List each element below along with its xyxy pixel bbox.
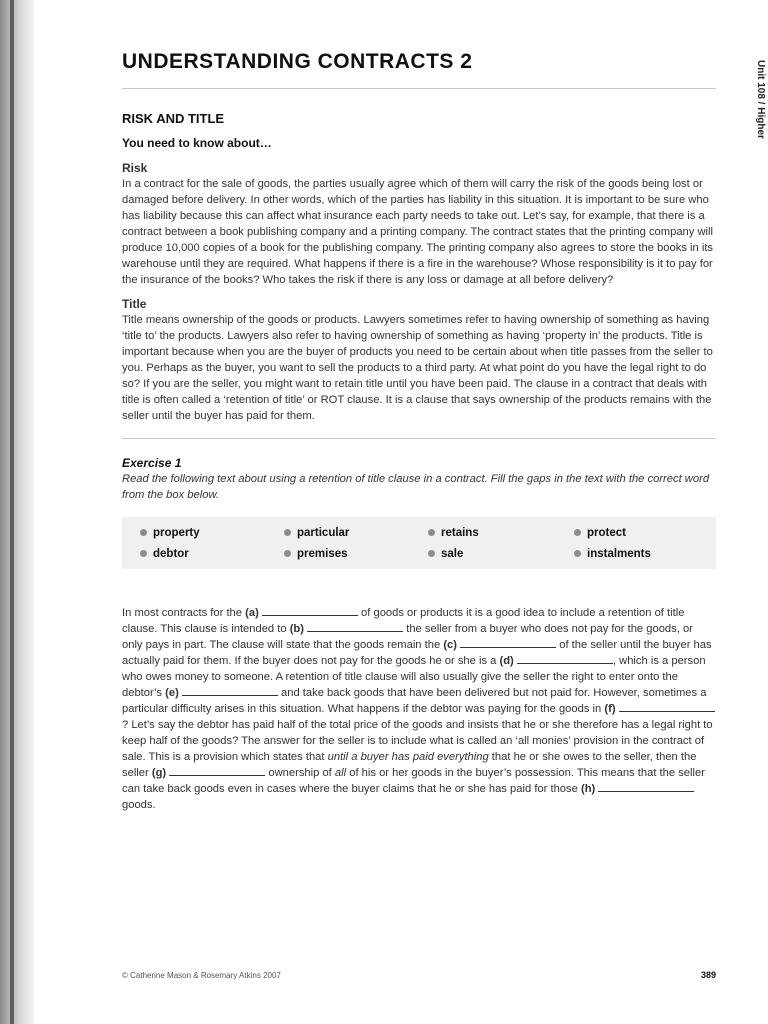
answer-blank[interactable] (307, 621, 403, 632)
bullet-icon (140, 550, 147, 557)
bullet-icon (428, 529, 435, 536)
page-content (122, 50, 716, 813)
answer-blank[interactable] (619, 701, 715, 712)
word-item: protect (574, 527, 626, 539)
word-item: instalments (574, 548, 651, 560)
bullet-icon (284, 529, 291, 536)
word-item: debtor (140, 548, 189, 560)
unit-side-label: Unit 108 / Higher (755, 60, 766, 139)
word-item: premises (284, 548, 348, 560)
gap-label: (a) (245, 607, 259, 619)
gap-label: (g) (151, 767, 167, 779)
page-title: UNDERSTANDING CONTRACTS 2 (122, 50, 716, 89)
bullet-icon (284, 550, 291, 557)
answer-blank[interactable] (262, 605, 358, 616)
word-item: particular (284, 527, 349, 539)
bullet-icon (574, 529, 581, 536)
answer-blank[interactable] (517, 653, 613, 664)
answer-blank[interactable] (169, 765, 265, 776)
bullet-icon (574, 550, 581, 557)
gap-label: (h) (580, 783, 596, 795)
word-item: retains (428, 527, 479, 539)
gap-label: (e) (165, 687, 179, 699)
copyright-footer: © Catherine Mason & Rosemary Atkins 2007 (122, 971, 281, 980)
page-number: 389 (700, 970, 716, 980)
risk-paragraph: In a contract for the sale of goods, the parties usually agree which of them will carry the risk of the goods being lost or damaged before delivery. In other words, which of the parties has liability in this situation. It is important to be sure who has liability because this can affect what insurance each party needs to take out. Let’s say, for example, that there is a contract between a book publishing company and a printing company. The contract states that the printing company will produce 10,000 copies of a book for the publishing company. The printing company also agrees to store the books in its warehouse until they are required. What happens if there is a fire in the warehouse? Whose responsibility is it to pay for the insurance of the books? Who takes the risk if there is any loss or damage at all before delivery? (122, 178, 714, 286)
emphasis-text: until a buyer has paid everything (327, 751, 489, 763)
word-item: sale (428, 548, 463, 560)
answer-blank[interactable] (598, 781, 694, 792)
answer-blank[interactable] (460, 637, 556, 648)
need-to-know-heading: You need to know about… (122, 136, 272, 150)
word-item: property (140, 527, 200, 539)
emphasis-text: all (334, 767, 347, 779)
bullet-icon (428, 550, 435, 557)
word-box (122, 517, 716, 569)
divider (122, 438, 716, 439)
title-paragraph: Title means ownership of the goods or products. Lawyers sometimes refer to having ownership of something as having ‘title to’ the products. Lawyers also refer to having ownership of something as having ‘property in’ the products. Title is important because when you are the buyer of products you need to be certain about when title passes from the seller to you. Perhaps as the buyer, you want to sell the products to a third party. At what point do you have the legal right to do so? If you are the seller, you might want to retain title until you have been paid. The clause in a contract that deals with title is often called a ‘retention of title’ or ROT clause. It is a clause that says ownership of the products remains with the seller until the buyer has paid for them. (122, 314, 713, 422)
gap-label: (b) (289, 623, 304, 635)
gap-label: (f) (604, 703, 616, 715)
gap-label: (d) (499, 655, 514, 667)
bullet-icon (140, 529, 147, 536)
exercise-title: Exercise 1 (122, 456, 182, 470)
exercise-instructions: Read the following text about using a retention of title clause in a contract. Fill the gaps in the text with the correct word from the box below. (122, 473, 710, 501)
risk-heading: Risk (122, 161, 148, 175)
answer-blank[interactable] (182, 685, 278, 696)
spine-edge (10, 0, 14, 1024)
gap-label: (c) (443, 639, 457, 651)
gap-fill-paragraph: In most contracts for the (a) of goods or products it is a good idea to include a retention of title clause. This clause is intended to (b) the seller from a buyer who does not pay for the goods, or only pays in part. The clause will state that the goods remain the (c) of the seller until the buyer has actually paid for them. If the buyer does not pay for the goods he or she is a (d) , which is a person who owes money to someone. A retention of title clause will also usually give the seller the right to enter onto the debtor’s (e) and take back goods that have been delivered but not paid for. However, sometimes a particular difficulty arises in this situation. What happens if the debtor was paying for the goods in (f) ? Let’s say the debtor has paid half of the total price of the goods and insists that he or she therefore has a legal right to keep half of the goods? The answer for the seller is to include what is called an ‘all monies’ provision in the contract of sale. This is a provision which states that until a buyer has paid everything that he or she owes to the seller, then the seller (g) ownership of all of his or her goods in the buyer’s possession. This means that the seller can take back goods even in cases where the buyer claims that he or she has paid for those (h) goods. (122, 605, 716, 813)
title-heading: Title (122, 297, 147, 311)
book-spine-shadow (0, 0, 34, 1024)
section-title: RISK AND TITLE (122, 111, 225, 126)
